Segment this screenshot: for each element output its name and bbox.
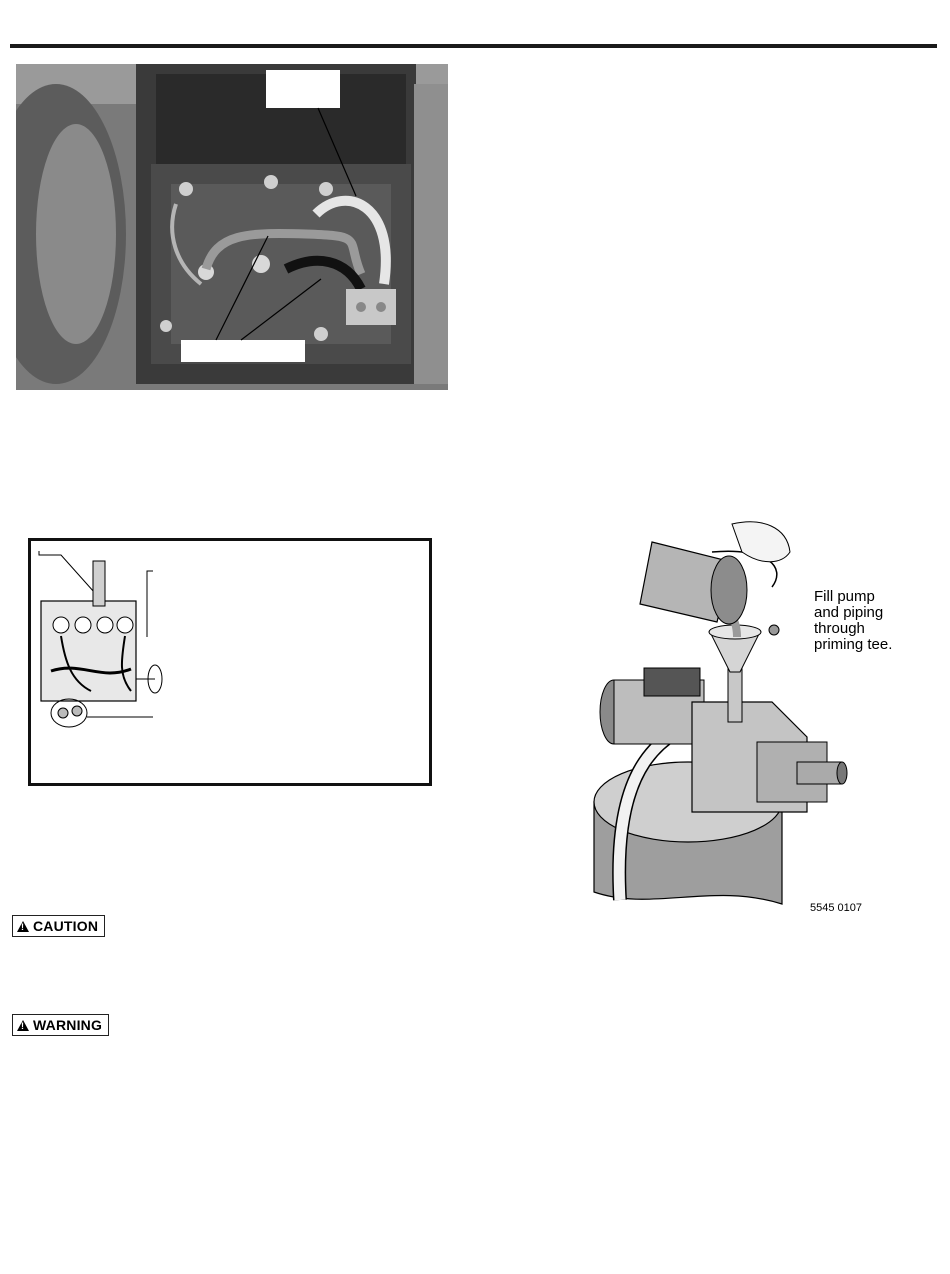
caption-line: priming tee. [814, 636, 893, 653]
pump-priming-figure [592, 512, 862, 916]
pressure-switch-drawing [31, 541, 429, 783]
caption-line: and piping [814, 604, 884, 621]
pump-priming-drawing [592, 512, 862, 916]
motor-wiring-photo-image [16, 64, 448, 390]
caution-text: CAUTION [33, 918, 99, 934]
caution-label [12, 915, 105, 937]
motor-wiring-photo [16, 64, 448, 390]
pump-figure-caption [814, 589, 934, 653]
header-rule [10, 44, 937, 48]
warning-text: WARNING [33, 1017, 103, 1033]
caption-line: through [814, 620, 865, 637]
warning-triangle-icon [17, 921, 29, 932]
pressure-switch-diagram-box [28, 538, 432, 786]
caption-line: Fill pump [814, 588, 875, 605]
warning-triangle-icon [17, 1020, 29, 1031]
figure-id: 5545 0107 [810, 902, 862, 914]
warning-label [12, 1014, 109, 1036]
